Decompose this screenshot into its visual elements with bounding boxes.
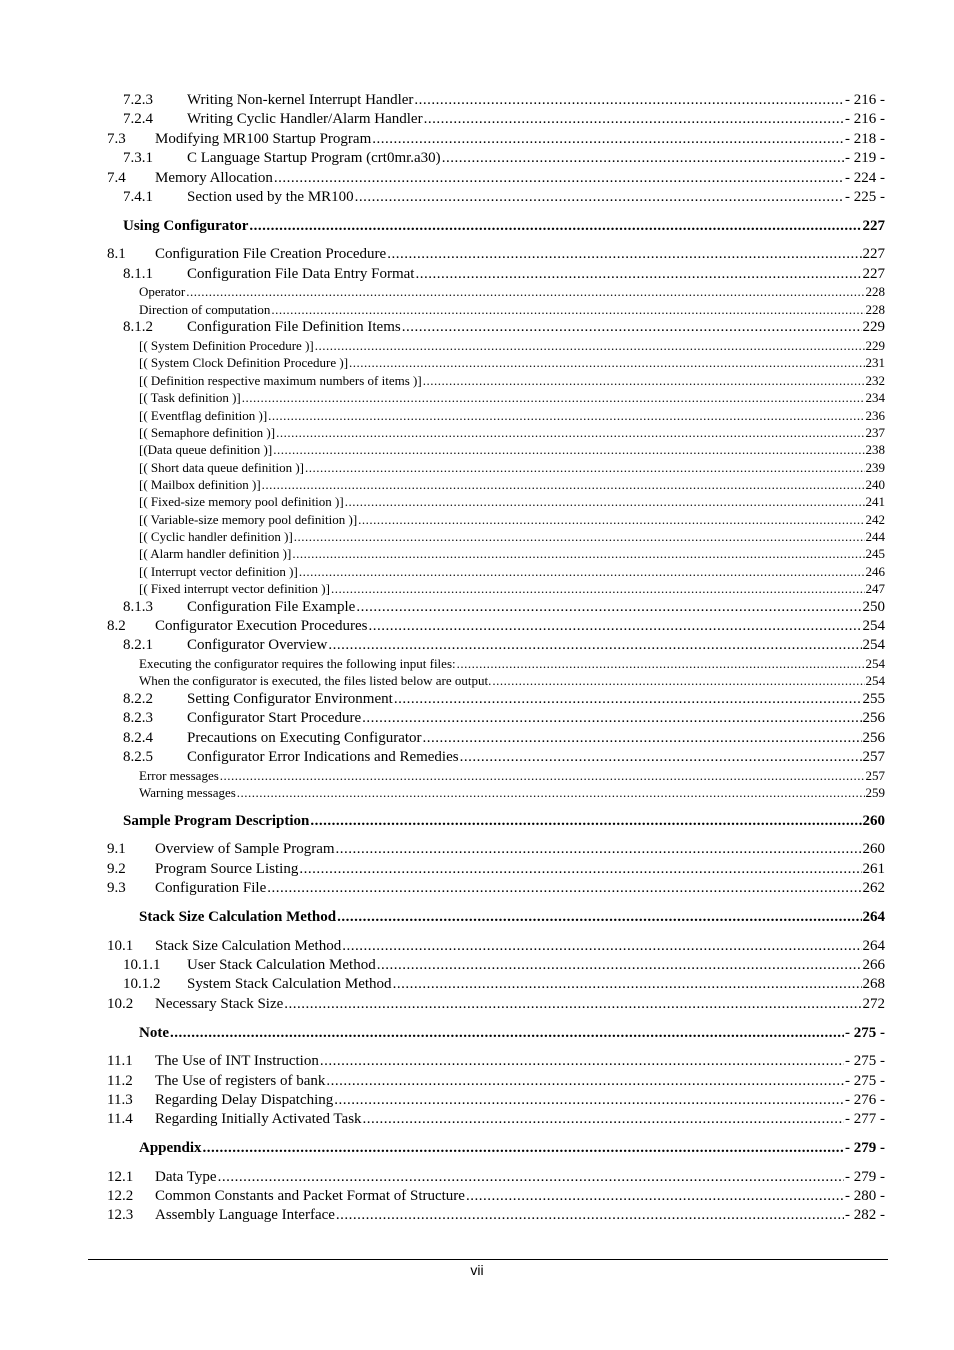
toc-page-number: 242 — [865, 512, 885, 527]
toc-page-number: - 216 - — [845, 111, 885, 127]
toc-dot-leader — [186, 284, 864, 300]
toc-title: [( Alarm handler definition )] — [139, 546, 292, 561]
toc-dot-leader — [393, 976, 862, 993]
toc-dot-leader — [284, 996, 861, 1013]
toc-page-number: - 279 - — [845, 1140, 885, 1156]
toc-title: Executing the configurator requires the following input files: — [139, 656, 456, 671]
toc-dot-leader — [356, 599, 861, 616]
toc-dot-leader — [320, 1053, 844, 1070]
toc-section-number: 7.3 — [107, 131, 126, 147]
toc-entry[interactable] — [139, 785, 885, 801]
toc-section-number: 7.4.1 — [123, 189, 153, 205]
toc-dot-leader — [336, 1207, 844, 1224]
toc-entry[interactable] — [139, 546, 885, 562]
toc-dot-leader — [358, 512, 864, 528]
toc-chapter-entry[interactable] — [139, 1025, 885, 1042]
toc-title: Configuration File Definition Items — [187, 319, 401, 335]
toc-entry[interactable] — [123, 266, 885, 283]
toc-entry[interactable] — [139, 581, 885, 597]
toc-entry[interactable] — [123, 111, 885, 128]
toc-dot-leader — [274, 170, 844, 187]
toc-entry[interactable] — [139, 284, 885, 300]
toc-entry[interactable] — [107, 618, 885, 635]
toc-title: Warning messages — [139, 785, 236, 800]
toc-entry[interactable] — [139, 390, 885, 406]
toc-entry[interactable] — [107, 1111, 885, 1128]
toc-title: Precautions on Executing Configurator — [187, 730, 422, 746]
toc-dot-leader — [268, 408, 864, 424]
toc-section-number: 10.1.1 — [123, 957, 161, 973]
toc-page-number: 247 — [865, 581, 885, 596]
toc-entry[interactable] — [123, 957, 885, 974]
toc-entry[interactable] — [139, 477, 885, 493]
toc-page-number: 231 — [865, 355, 885, 370]
toc-page-number: 254 — [865, 656, 885, 671]
toc-dot-leader — [362, 710, 861, 727]
toc-entry[interactable] — [139, 512, 885, 528]
toc-page-number: 232 — [865, 373, 885, 388]
toc-entry[interactable] — [139, 673, 885, 689]
toc-dot-leader — [271, 302, 864, 318]
toc-title: C Language Startup Program (crt0mr.a30) — [187, 150, 441, 166]
toc-title: Operator — [139, 284, 186, 299]
toc-section-number: 8.1.2 — [123, 319, 153, 335]
toc-section-number: 8.2.3 — [123, 710, 153, 726]
toc-title: Stack Size Calculation Method — [155, 938, 342, 954]
toc-page-number: 256 — [862, 710, 885, 726]
toc-dot-leader — [492, 673, 864, 689]
toc-page-number: 244 — [865, 529, 885, 544]
toc-page-number: 264 — [862, 909, 885, 925]
toc-section-number: 9.1 — [107, 841, 126, 857]
toc-page-number: 240 — [865, 477, 885, 492]
toc-entry[interactable] — [107, 1092, 885, 1109]
toc-page-number: 227 — [862, 266, 885, 282]
toc-entry[interactable] — [139, 355, 885, 371]
toc-page-number: - 225 - — [845, 189, 885, 205]
toc-entry[interactable] — [123, 319, 885, 336]
toc-title: [( System Definition Procedure )] — [139, 338, 314, 353]
toc-section-number: 11.3 — [107, 1092, 133, 1108]
toc-title: Regarding Delay Dispatching — [155, 1092, 334, 1108]
toc-page-number: - 277 - — [845, 1111, 885, 1127]
toc-entry[interactable] — [107, 1207, 885, 1224]
toc-title: User Stack Calculation Method — [187, 957, 376, 973]
toc-entry[interactable] — [139, 494, 885, 510]
toc-dot-leader — [394, 691, 862, 708]
toc-dot-leader — [310, 813, 861, 830]
toc-dot-leader — [170, 1025, 844, 1042]
toc-section-number: 8.1.3 — [123, 599, 153, 615]
toc-title: [( Fixed interrupt vector definition )] — [139, 581, 330, 596]
toc-dot-leader — [414, 92, 844, 109]
toc-entry[interactable] — [107, 1188, 885, 1205]
toc-page-number: - 275 - — [845, 1073, 885, 1089]
toc-dot-leader — [345, 494, 865, 510]
toc-dot-leader — [203, 1140, 844, 1157]
toc-title: Writing Non-kernel Interrupt Handler — [187, 92, 414, 108]
toc-dot-leader — [220, 768, 865, 784]
toc-page-number: - 275 - — [845, 1025, 885, 1041]
toc-entry[interactable] — [123, 710, 885, 727]
toc-entry[interactable] — [107, 131, 885, 148]
toc-title: [( Interrupt vector definition )] — [139, 564, 298, 579]
toc-page-number: 245 — [865, 546, 885, 561]
toc-section-number: 12.3 — [107, 1207, 134, 1223]
toc-entry[interactable] — [139, 408, 885, 424]
toc-title: Section used by the MR100 — [187, 189, 354, 205]
toc-title: Configuration File Creation Procedure — [155, 246, 387, 262]
toc-dot-leader — [368, 618, 861, 635]
toc-entry[interactable] — [123, 691, 885, 708]
toc-dot-leader — [423, 730, 862, 747]
toc-dot-leader — [442, 150, 844, 167]
toc-dot-leader — [305, 460, 865, 476]
toc-entry[interactable] — [139, 338, 885, 354]
toc-section-number: 9.3 — [107, 880, 126, 896]
toc-title: [( Mailbox definition )] — [139, 477, 261, 492]
toc-dot-leader — [355, 189, 844, 206]
toc-entry[interactable] — [107, 1169, 885, 1186]
toc-section-number: 9.2 — [107, 861, 126, 877]
toc-entry[interactable] — [139, 425, 885, 441]
toc-entry[interactable] — [139, 302, 885, 318]
toc-page-number: 227 — [862, 246, 885, 262]
toc-dot-leader — [342, 938, 861, 955]
toc-dot-leader — [267, 880, 861, 897]
toc-entry[interactable] — [123, 150, 885, 167]
toc-entry[interactable] — [107, 880, 885, 897]
toc-section-number: 10.1 — [107, 938, 134, 954]
toc-page-number: 260 — [862, 813, 885, 829]
toc-section-number: 7.2.3 — [123, 92, 153, 108]
toc-dot-leader — [328, 637, 861, 654]
toc-title: System Stack Calculation Method — [187, 976, 392, 992]
toc-section-number: 11.1 — [107, 1053, 133, 1069]
toc-title: Configuration File — [155, 880, 267, 896]
toc-page-number: 228 — [865, 302, 885, 317]
toc-page-number: - 216 - — [845, 92, 885, 108]
toc-page-number: 241 — [865, 494, 885, 509]
toc-entry[interactable] — [107, 996, 885, 1013]
toc-title: [( Short data queue definition )] — [139, 460, 304, 475]
toc-page-number: 229 — [865, 338, 885, 353]
toc-title: [( Semaphore definition )] — [139, 425, 276, 440]
toc-title: Assembly Language Interface — [155, 1207, 335, 1223]
toc-entry[interactable] — [123, 637, 885, 654]
toc-dot-leader — [331, 581, 865, 597]
toc-title: Stack Size Calculation Method — [139, 909, 337, 925]
toc-dot-leader — [242, 390, 865, 406]
toc-section-number: 7.3.1 — [123, 150, 153, 166]
toc-dot-leader — [415, 266, 861, 283]
toc-entry[interactable] — [107, 1053, 885, 1070]
toc-title: Configuration File Data Entry Format — [187, 266, 415, 282]
toc-entry[interactable] — [107, 861, 885, 878]
toc-page-number: 254 — [865, 673, 885, 688]
toc-page-number: 238 — [865, 442, 885, 457]
toc-title: [( Variable-size memory pool definition )] — [139, 512, 358, 527]
toc-entry[interactable] — [139, 768, 885, 784]
toc-page-number: 236 — [865, 408, 885, 423]
toc-section-number: 12.2 — [107, 1188, 134, 1204]
toc-page-number: 272 — [862, 996, 885, 1012]
toc-entry[interactable] — [107, 1073, 885, 1090]
toc-section-number: 8.2 — [107, 618, 126, 634]
toc-dot-leader — [423, 373, 865, 389]
toc-section-number: 7.2.4 — [123, 111, 153, 127]
toc-page-number: 257 — [862, 749, 885, 765]
toc-dot-leader — [299, 861, 861, 878]
toc-page-number: - 282 - — [845, 1207, 885, 1223]
toc-title: Error messages — [139, 768, 219, 783]
toc-section-number: 8.1.1 — [123, 266, 153, 282]
toc-title: Necessary Stack Size — [155, 996, 284, 1012]
toc-dot-leader — [402, 319, 862, 336]
toc-title: Note — [139, 1025, 169, 1041]
toc-dot-leader — [262, 477, 865, 493]
toc-entry[interactable] — [123, 599, 885, 616]
toc-page-number: 237 — [865, 425, 885, 440]
toc-entry[interactable] — [139, 529, 885, 545]
toc-page-number: 227 — [862, 218, 885, 234]
toc-title: When the configurator is executed, the files listed below are output. — [139, 673, 492, 688]
toc-dot-leader — [249, 218, 861, 235]
toc-dot-leader — [315, 338, 865, 354]
toc-dot-leader — [334, 1092, 844, 1109]
toc-page-number: - 224 - — [845, 170, 885, 186]
toc-page-number: 239 — [865, 460, 885, 475]
toc-entry[interactable] — [123, 749, 885, 766]
toc-page-number: - 218 - — [845, 131, 885, 147]
toc-title: Modifying MR100 Startup Program — [155, 131, 372, 147]
toc-dot-leader — [363, 1111, 844, 1128]
toc-title: [( Cyclic handler definition )] — [139, 529, 293, 544]
toc-dot-leader — [372, 131, 844, 148]
toc-page-number: 261 — [862, 861, 885, 877]
toc-section-number: 11.2 — [107, 1073, 133, 1089]
toc-dot-leader — [218, 1169, 844, 1186]
toc-page-number: 246 — [865, 564, 885, 579]
toc-page-number: - 219 - — [845, 150, 885, 166]
toc-dot-leader — [326, 1073, 844, 1090]
toc-title: [( Task definition )] — [139, 390, 241, 405]
toc-dot-leader — [387, 246, 861, 263]
toc-dot-leader — [336, 841, 862, 858]
toc-dot-leader — [273, 442, 864, 458]
toc-section-number: 8.2.2 — [123, 691, 153, 707]
toc-dot-leader — [337, 909, 861, 926]
toc-page-number: 228 — [865, 284, 885, 299]
toc-section-number: 10.1.2 — [123, 976, 161, 992]
toc-chapter-entry[interactable] — [139, 1140, 885, 1157]
toc-title: Setting Configurator Environment — [187, 691, 393, 707]
toc-page-number: 266 — [862, 957, 885, 973]
toc-page-number: 256 — [862, 730, 885, 746]
toc-page-number: 250 — [862, 599, 885, 615]
toc-title: [( System Clock Definition Procedure )] — [139, 355, 349, 370]
toc-entry[interactable] — [123, 92, 885, 109]
toc-title: [( Eventflag definition )] — [139, 408, 268, 423]
toc-entry[interactable] — [139, 460, 885, 476]
toc-dot-leader — [292, 546, 864, 562]
toc-page-number: - 279 - — [845, 1169, 885, 1185]
toc-page-number: 255 — [862, 691, 885, 707]
toc-dot-leader — [466, 1188, 844, 1205]
toc-page-number: - 276 - — [845, 1092, 885, 1108]
toc-entry[interactable] — [123, 730, 885, 747]
toc-title: Memory Allocation — [155, 170, 273, 186]
toc-dot-leader — [457, 656, 865, 672]
toc-dot-leader — [349, 355, 864, 371]
toc-title: Data Type — [155, 1169, 217, 1185]
toc-title: Configurator Execution Procedures — [155, 618, 368, 634]
toc-title: Configurator Error Indications and Remedies — [187, 749, 459, 765]
toc-entry[interactable] — [139, 564, 885, 580]
toc-chapter-entry[interactable] — [139, 909, 885, 926]
toc-page-number: - 280 - — [845, 1188, 885, 1204]
toc-section-number: 8.2.1 — [123, 637, 153, 653]
toc-entry[interactable] — [107, 170, 885, 187]
toc-dot-leader — [424, 111, 844, 128]
toc-section-number: 8.2.5 — [123, 749, 153, 765]
page-number: vii — [470, 1262, 484, 1278]
toc-section-number: 8.2.4 — [123, 730, 153, 746]
toc-page-number: 234 — [865, 390, 885, 405]
toc-title: Direction of computation — [139, 302, 271, 317]
toc-title: The Use of INT Instruction — [155, 1053, 319, 1069]
toc-page-number: 264 — [862, 938, 885, 954]
toc-title: Configurator Overview — [187, 637, 328, 653]
toc-entry[interactable] — [139, 656, 885, 672]
toc-page-number: 268 — [862, 976, 885, 992]
toc-dot-leader — [460, 749, 862, 766]
toc-entry[interactable] — [123, 189, 885, 206]
toc-chapter-entry[interactable] — [123, 813, 885, 830]
toc-title: Using Configurator — [123, 218, 249, 234]
toc-page-number: 257 — [865, 768, 885, 783]
toc-title: Appendix — [139, 1140, 202, 1156]
toc-page-number: 254 — [862, 637, 885, 653]
toc-section-number: 12.1 — [107, 1169, 134, 1185]
toc-dot-leader — [237, 785, 865, 801]
toc-title: Configurator Start Procedure — [187, 710, 362, 726]
toc-title: Common Constants and Packet Format of Structure — [155, 1188, 465, 1204]
toc-title: Overview of Sample Program — [155, 841, 335, 857]
toc-entry[interactable] — [107, 841, 885, 858]
toc-chapter-entry[interactable] — [123, 218, 885, 235]
toc-title: Writing Cyclic Handler/Alarm Handler — [187, 111, 423, 127]
toc-dot-leader — [299, 564, 865, 580]
toc-title: [( Definition respective maximum numbers of items )] — [139, 373, 422, 388]
toc-title: Program Source Listing — [155, 861, 299, 877]
toc-page-number: 259 — [865, 785, 885, 800]
toc-section-number: 8.1 — [107, 246, 126, 262]
toc-page-number: 254 — [862, 618, 885, 634]
footer-rule — [88, 1259, 888, 1260]
toc-title: Regarding Initially Activated Task — [155, 1111, 362, 1127]
toc-title: [( Fixed-size memory pool definition )] — [139, 494, 344, 509]
toc-page-number: 262 — [862, 880, 885, 896]
toc-page-number: 260 — [862, 841, 885, 857]
toc-title: Sample Program Description — [123, 813, 310, 829]
toc-entry[interactable] — [139, 373, 885, 389]
toc-section-number: 10.2 — [107, 996, 134, 1012]
toc-section-number: 7.4 — [107, 170, 126, 186]
toc-entry[interactable] — [107, 246, 885, 263]
toc-dot-leader — [276, 425, 864, 441]
toc-page-number: 229 — [862, 319, 885, 335]
toc-title: [(Data queue definition )] — [139, 442, 273, 457]
toc-section-number: 11.4 — [107, 1111, 133, 1127]
toc-title: The Use of registers of bank — [155, 1073, 326, 1089]
toc-entry[interactable] — [139, 442, 885, 458]
toc-dot-leader — [294, 529, 865, 545]
toc-dot-leader — [377, 957, 862, 974]
toc-entry[interactable] — [123, 976, 885, 993]
toc-page-number: - 275 - — [845, 1053, 885, 1069]
toc-entry[interactable] — [107, 938, 885, 955]
toc-title: Configuration File Example — [187, 599, 356, 615]
